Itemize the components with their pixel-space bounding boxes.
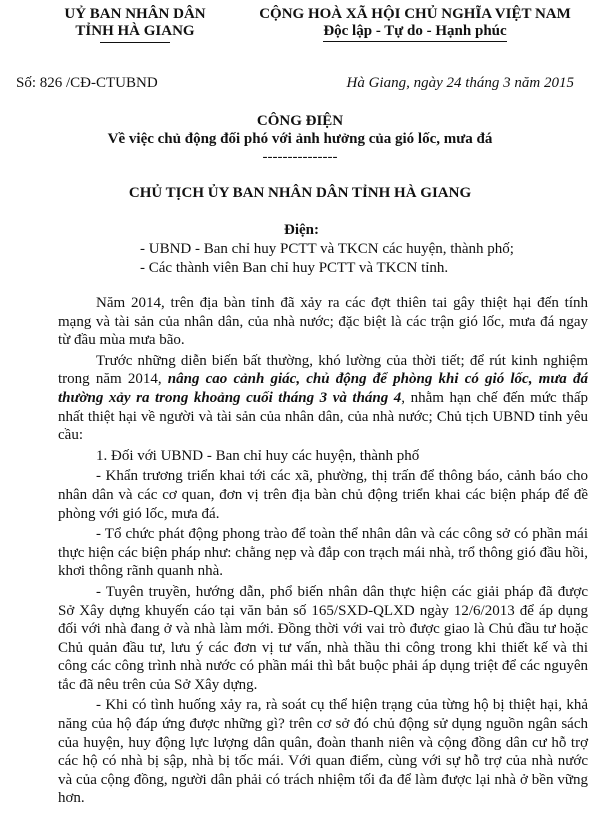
national-header [240,6,590,42]
org-name-line1: UỶ BAN NHÂN DÂN [64,6,206,22]
body-paragraph: - Tuyên truyền, hướng dẫn, phổ biến nhân dân thực hiện các giải pháp đã được Sở Xây dựng khuyến cáo tại văn bản số 165/SXD-QLXD ngày 12/6/2013 để áp dụng đối với nhà đang ở và nhà làm mới. Đồng thời với vai trò được giao là Chủ đầu tư hoặc Chủ quản đầu tư, lưu ý các đơn vị tư vấn, nhà thầu thi công trong khi thiết kế và thi công các công trình nhà nước có phần mái thì bắt buộc phải áp dụng triệt để các nguyên tắc đã nêu trên của Sở Xây dựng. [58,583,588,693]
document-subject: Về việc chủ động đối phó với ảnh hưởng của gió lốc, mưa đá [107,131,493,147]
subject-divider: --------------- [262,149,338,165]
recipient-item: - Các thành viên Ban chỉ huy PCTT và TKCN tỉnh. [140,260,449,276]
section-heading: 1. Đối với UBND - Ban chỉ huy các huyện, thành phố [96,447,420,464]
body-paragraph: - Tổ chức phát động phong trào để toàn thể nhân dân và các công sở có phần mái thực hiện các biện pháp như: chằng nẹp và đắp con trạch mái nhà, trổ thông gió đầu hồi, khơi thông rãnh quanh nhà. [58,526,588,580]
recipient-item: - UBND - Ban chỉ huy PCTT và TKCN các huyện, thành phố; [140,241,514,257]
national-motto: Độc lập - Tự do - Hạnh phúc [323,23,506,42]
document-body [58,294,588,808]
body-paragraph: Năm 2014, trên địa bàn tỉnh đã xảy ra các đợt thiên tai gây thiệt hại đến tính mạng và tài sản của nhân dân, của nhà nước; đặc biệt là các trận gió lốc, mưa đá ngay từ đầu mùa mưa bão. [58,295,588,349]
org-underline [100,42,170,43]
paragraph-text: Trước những diễn biến bất thường, khó lường của thời tiết; để rút kinh nghiệm trong năm 2014, [58,352,588,388]
body-paragraph: - Khẩn trương triển khai tới các xã, phường, thị trấn để thông báo, cảnh báo cho nhân dân và các cơ quan, đơn vị trên địa bàn chủ động triển khai các biện pháp để đề phòng với gió lốc, mưa đá. [58,468,588,522]
paragraph-text: , nhằm hạn chế đến mức thấp nhất thiệt hại về người và tài sản của nhân dân, của nhà nước; Chủ tịch UBND tỉnh yêu cầu: [58,389,588,444]
issuing-authority [40,6,230,43]
org-name-line2: TỈNH HÀ GIANG [75,23,195,39]
emphasized-text: nâng cao cảnh giác, chủ động để phòng khi có gió lốc, mưa đá thường xảy ra trong khoảng cuối tháng 3 và tháng 4 [58,371,588,406]
body-paragraph [58,352,588,445]
sender-title: CHỦ TỊCH ỦY BAN NHÂN DÂN TỈNH HÀ GIANG [128,185,472,201]
recipients-label: Điện: [284,222,319,238]
document-number: Số: 826 /CĐ-CTUBND [16,75,158,91]
place-date: Hà Giang, ngày 24 tháng 3 năm 2015 [346,75,574,91]
document-type: CÔNG ĐIỆN [256,113,344,129]
body-paragraph: - Khi có tình huống xảy ra, rà soát cụ thể hiện trạng của từng hộ bị thiệt hại, khả năng của hộ đáp ứng được những gì? trên cơ sở đó chủ động sử dụng nguồn ngân sách của huyện, huy động lực lượng dân quân, đoàn thanh niên và cộng đồng dân cư hỗ trợ các hộ có nhà bị sập, nhà bị tốc mái. Với quan điểm, cùng với sự hỗ trợ của nhà nước và của cộng đồng, người dân phải có trách nhiệm tối đa để làm được lại nhà ở bền vững hơn. [58,697,588,807]
nation-name: CỘNG HOÀ XÃ HỘI CHỦ NGHĨA VIỆT NAM [259,6,571,22]
